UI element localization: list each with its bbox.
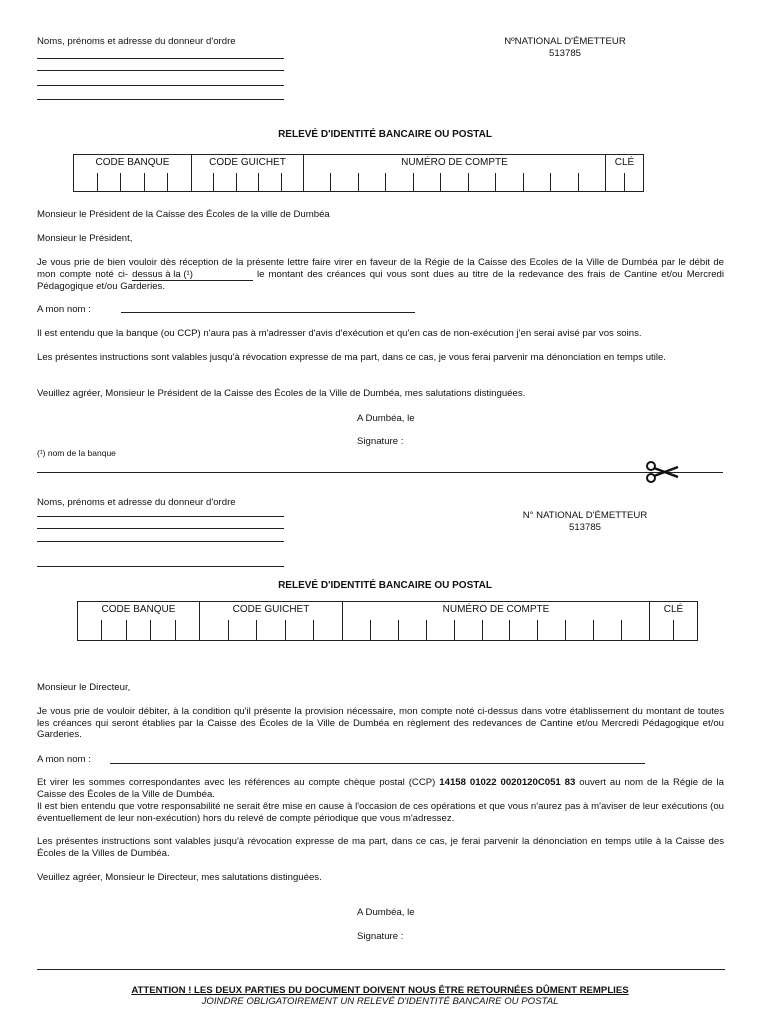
rib-header-cle: CLÉ xyxy=(606,155,644,172)
rib-header-code-banque-2: CODE BANQUE xyxy=(78,602,200,619)
rib-table-2 xyxy=(77,601,698,641)
rib-input-numero-compte[interactable] xyxy=(304,171,606,192)
scissors-icon xyxy=(645,460,679,488)
cut-line xyxy=(37,472,723,473)
closing: Veuillez agréer, Monsieur le Président de la Caisse des Écoles de la Ville de Dumbéa, mes salutations distinguées. xyxy=(37,388,526,399)
donor-address-line-2[interactable] xyxy=(37,70,284,71)
signature-label: Signature : xyxy=(357,436,404,447)
emitter-number-2: 513785 xyxy=(568,521,601,533)
emitter-block-2 xyxy=(490,510,680,533)
salutation: Monsieur le Président, xyxy=(37,233,133,244)
body-paragraph-2-3: Il est bien entendu que votre responsabilité ne serait être mise en cause à l'occasion de ces opérations et que vous n'aurez pas à m'aviser de leur exécutions (ou éventuellement de leur non-exécution) hors du relevé de compte périodique que vous m'adressez. xyxy=(37,801,724,824)
body-paragraph-3: Les présentes instructions sont valables jusqu'à révocation expresse de ma part, dans ce cas, je vous ferai parvenir ma dénonciation en temps utile. xyxy=(37,352,666,363)
rib-title: RELEVÉ D'IDENTITÉ BANCAIRE OU POSTAL xyxy=(278,129,492,140)
rib-input-numero-compte-2[interactable] xyxy=(343,618,650,641)
salutation-2: Monsieur le Directeur, xyxy=(37,682,131,693)
bank-name-field[interactable]: dessus à la (¹) xyxy=(132,269,253,282)
a-mon-nom-field[interactable] xyxy=(121,312,415,313)
rib-input-code-guichet-2[interactable] xyxy=(200,618,343,641)
donor-address-line-2-1[interactable] xyxy=(37,516,284,517)
place-date-2: A Dumbéa, le xyxy=(357,907,415,918)
rib-header-numero-compte: NUMÉRO DE COMPTE xyxy=(304,155,606,172)
body-paragraph-2: Il est entendu que la banque (ou CCP) n'aura pas à m'adresser d'avis d'exécution et qu'en cas de non-exécution j'en serai avisé par vos soins. xyxy=(37,328,642,339)
donor-address-line-2-3[interactable] xyxy=(37,541,284,542)
attention-notice: ATTENTION ! LES DEUX PARTIES DU DOCUMENT DOIVENT NOUS ÊTRE RETOURNÉES DÛMENT REMPLIES xyxy=(131,985,629,996)
a-mon-nom-label: A mon nom : xyxy=(37,304,91,315)
body-paragraph-1: Je vous prie de bien vouloir dès réception de la présente lettre faire virer en faveur de la Régie de la Caisse des Ecoles de la Ville de Dumbéa par le débit de mon compte noté ci- dessus à la (¹) le montant des créances qui vous sont dues au titre de la redevance des frais de Cantine et/ou Mercredi Pédagogique et/ou Garderies. xyxy=(37,257,725,292)
donor-address-line-1[interactable] xyxy=(37,58,284,59)
rib-input-code-banque[interactable] xyxy=(74,171,192,192)
place-date: A Dumbéa, le xyxy=(357,413,415,424)
donor-label: Noms, prénoms et adresse du donneur d'ordre xyxy=(37,36,236,47)
rib-header-numero-compte-2: NUMÉRO DE COMPTE xyxy=(343,602,650,619)
rib-header-code-banque: CODE BANQUE xyxy=(74,155,192,172)
signature-label-2: Signature : xyxy=(357,931,404,942)
a-mon-nom-label-2: A mon nom : xyxy=(37,754,91,765)
rib-header-code-guichet: CODE GUICHET xyxy=(192,155,304,172)
rib-input-cle-2[interactable] xyxy=(650,618,698,641)
footer-divider xyxy=(37,969,725,970)
emitter-number: 513785 xyxy=(548,47,581,59)
donor-address-line-2-4[interactable] xyxy=(37,566,284,567)
body-paragraph-2-4: Les présentes instructions sont valables jusqu'à révocation expresse de ma part, dans ce cas, je ferai parvenir la dénonciation en temps utile à la Caisse des Écoles de la Villes de Dumbéa. xyxy=(37,836,724,859)
emitter-block xyxy=(470,36,660,59)
rib-table xyxy=(73,154,644,192)
donor-address-line-4[interactable] xyxy=(37,99,284,100)
donor-address-line-3[interactable] xyxy=(37,85,284,86)
body-paragraph-2-1: Je vous prie de vouloir débiter, à la condition qu'il présente la provision nécessaire, mon compte noté ci-dessus dans votre établissement du montant de toutes les créances qui seront établies par la Caisse des Écoles de la Ville de Dumbéa en règlement des redevances de Cantine et/ou Mercredi Pédagogique et/ou Garderies. xyxy=(37,706,724,740)
rib-header-code-guichet-2: CODE GUICHET xyxy=(200,602,343,619)
closing-2: Veuillez agréer, Monsieur le Directeur, mes salutations distinguées. xyxy=(37,872,322,883)
rib-required-note: JOINDRE OBLIGATOIREMENT UN RELEVÉ D'IDENTITÉ BANCAIRE OU POSTAL xyxy=(201,996,559,1007)
body-paragraph-2-2: Et virer les sommes correspondantes avec les références au compte chèque postal (CCP) 14158 01022 0020120C051 83 ouvert au nom de la Régie de la Caisse des Écoles de la Ville de Dumbéa. xyxy=(37,777,725,800)
recipient: Monsieur le Président de la Caisse des Écoles de la ville de Dumbéa xyxy=(37,209,330,220)
a-mon-nom-field-2[interactable] xyxy=(110,763,645,764)
rib-header-cle-2: CLÉ xyxy=(650,602,698,619)
rib-title-2: RELEVÉ D'IDENTITÉ BANCAIRE OU POSTAL xyxy=(278,580,492,591)
donor-address-line-2-2[interactable] xyxy=(37,528,284,529)
rib-input-cle[interactable] xyxy=(606,171,644,192)
emitter-label-2: N° NATIONAL D'ÉMETTEUR xyxy=(522,510,648,521)
rib-input-code-guichet[interactable] xyxy=(192,171,304,192)
rib-input-code-banque-2[interactable] xyxy=(78,618,200,641)
emitter-label: NºNATIONAL D'ÉMETTEUR xyxy=(504,36,626,47)
ccp-number: 14158 01022 0020120C051 83 xyxy=(439,777,576,788)
footnote: (¹) nom de la banque xyxy=(37,448,116,458)
donor-label-2: Noms, prénoms et adresse du donneur d'ordre xyxy=(37,497,236,508)
